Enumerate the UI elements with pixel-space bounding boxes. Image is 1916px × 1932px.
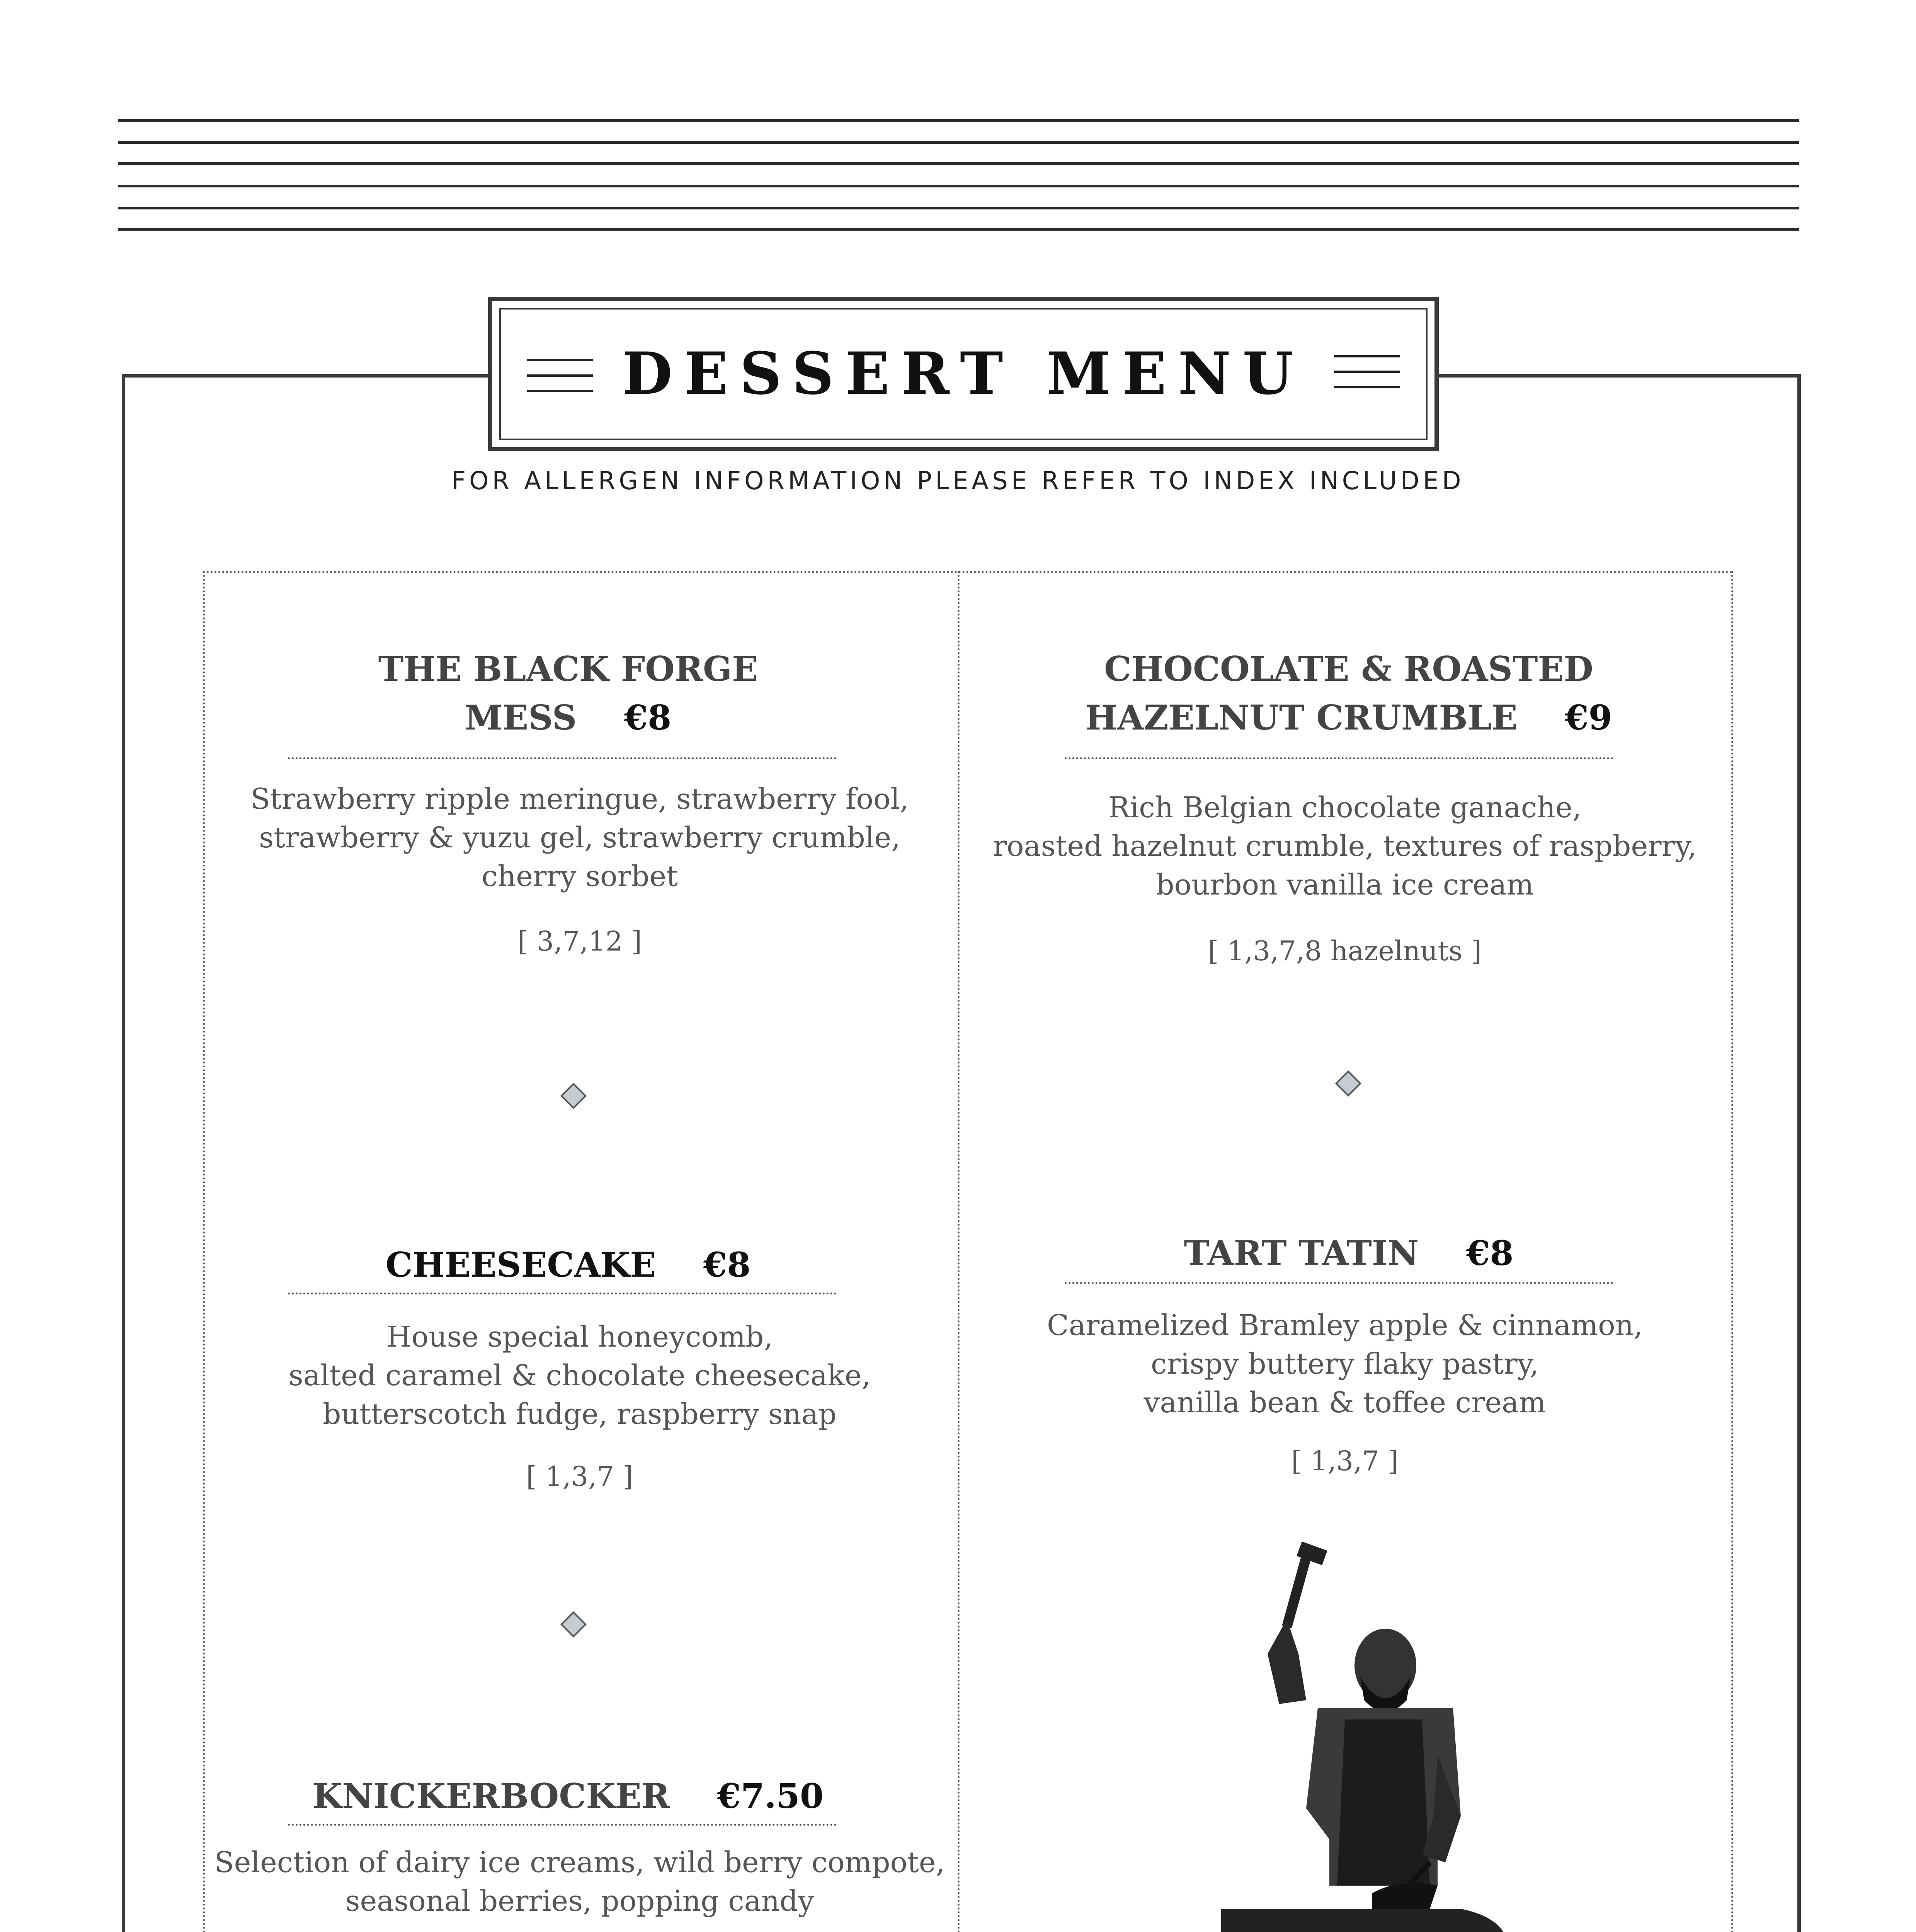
top-rule-5 — [118, 207, 1799, 209]
top-rule-1 — [118, 119, 1799, 122]
desc-line: House special honeycomb, — [386, 1320, 773, 1354]
top-rule-6 — [118, 228, 1799, 231]
item-name: CHEESECAKE — [385, 1245, 656, 1285]
grid-divider — [958, 571, 960, 1932]
top-rule-4 — [118, 185, 1799, 187]
item-allergens: [ 1,3,7 ] — [1291, 1445, 1399, 1477]
title-box — [488, 297, 1439, 451]
top-rule-2 — [118, 141, 1799, 144]
item-name: TART TATIN — [1184, 1233, 1419, 1273]
allergen-note: FOR ALLERGEN INFORMATION PLEASE REFER TO INDEX INCLUDED — [451, 467, 1465, 495]
item-title-tart-tatin — [1059, 1229, 1639, 1277]
desc-line: Caramelized Bramley apple & cinnamon, — [1047, 1309, 1643, 1342]
item-name: KNICKERBOCKER — [312, 1776, 670, 1816]
item-price: €8 — [1466, 1233, 1514, 1273]
item-price: €8 — [703, 1245, 751, 1285]
item-separator — [288, 1293, 837, 1294]
item-allergens: [ 3,7,12 ] — [517, 925, 642, 957]
item-description — [209, 1843, 951, 1920]
item-description — [209, 1318, 951, 1434]
item-allergens: [ 1,3,7,8 hazelnuts ] — [1208, 935, 1482, 967]
desc-line: seasonal berries, popping candy — [345, 1884, 814, 1918]
item-title-line — [278, 1240, 858, 1289]
desc-line: vanilla bean & toffee cream — [1143, 1386, 1546, 1419]
page-title: DESSERT MENU — [622, 340, 1305, 408]
item-separator — [1065, 1282, 1613, 1284]
item-title-line — [278, 1772, 858, 1820]
item-allergens: [ 1,3,7 ] — [526, 1461, 633, 1492]
desc-line: cherry sorbet — [482, 860, 678, 893]
item-title-line: CHOCOLATE & ROASTED — [1104, 649, 1593, 689]
item-description — [966, 788, 1724, 904]
desc-line: salted caramel & chocolate cheesecake, — [288, 1359, 871, 1392]
item-title-black-forge-mess — [278, 645, 858, 742]
item-title-line — [278, 693, 858, 742]
desc-line: strawberry & yuzu gel, strawberry crumble, — [259, 821, 900, 854]
desc-line: Selection of dairy ice creams, wild berry compote, — [214, 1846, 945, 1879]
desc-line: butterscotch fudge, raspberry snap — [323, 1398, 837, 1431]
desc-line: crispy buttery flaky pastry, — [1151, 1347, 1539, 1381]
desc-line: roasted hazelnut crumble, textures of raspberry, — [993, 830, 1697, 863]
item-separator — [1065, 757, 1613, 759]
item-separator — [288, 1824, 837, 1826]
item-price: €7.50 — [717, 1776, 824, 1816]
item-title-chocolate-crumble — [1059, 645, 1639, 742]
item-title-cheesecake — [278, 1240, 858, 1289]
item-price: €9 — [1565, 697, 1612, 738]
item-name: MESS — [465, 697, 577, 738]
item-name: HAZELNUT CRUMBLE — [1085, 697, 1518, 738]
item-separator — [288, 757, 837, 759]
desc-line: Rich Belgian chocolate ganache, — [1108, 791, 1582, 824]
desc-line: Strawberry ripple meringue, strawberry fool, — [250, 782, 909, 816]
item-description — [966, 1306, 1724, 1422]
item-title-line — [1059, 693, 1639, 742]
desc-line: bourbon vanilla ice cream — [1156, 868, 1534, 901]
item-title-knickerbocker — [278, 1772, 858, 1820]
item-title-line: THE BLACK FORGE — [378, 649, 758, 689]
item-price: €8 — [624, 697, 672, 738]
top-rule-3 — [118, 162, 1799, 165]
item-title-line — [1059, 1229, 1639, 1277]
blacksmith-illustration-icon — [1190, 1538, 1523, 1932]
item-description — [209, 780, 951, 896]
